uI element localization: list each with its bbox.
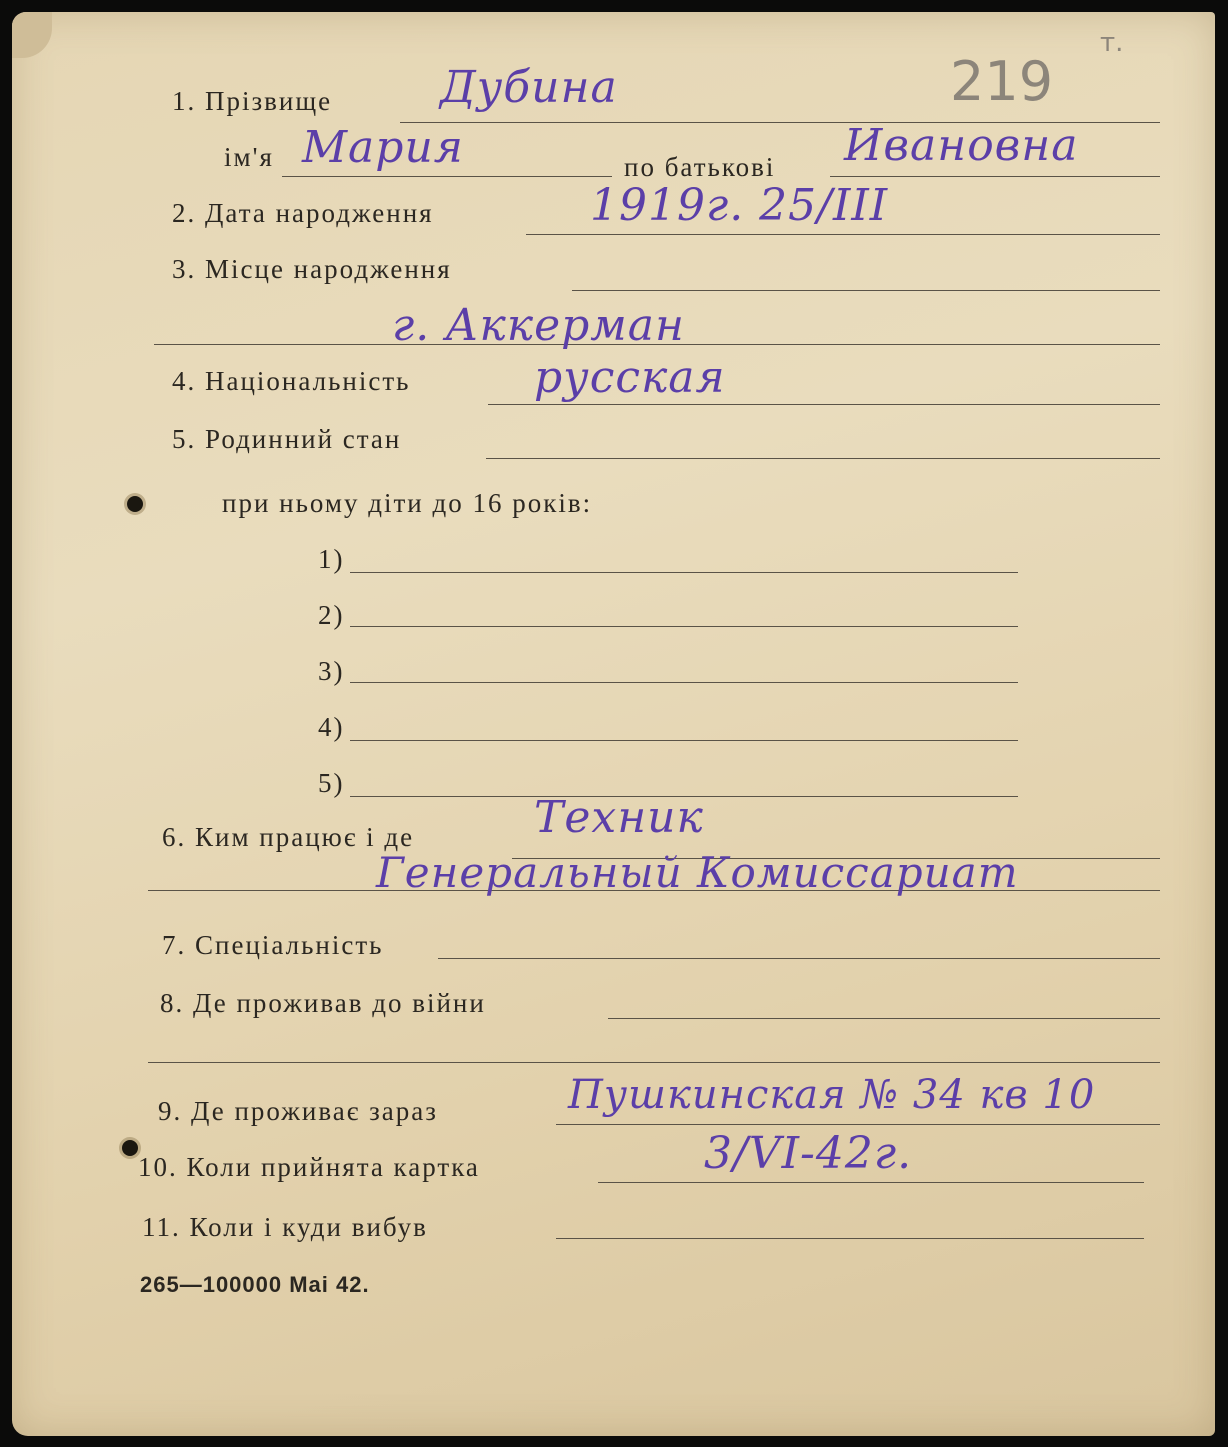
birthdate-label: 2. Дата народження [172,198,434,228]
departure-label: 11. Коли і куди вибув [142,1212,428,1242]
archive-suffix: т. [1100,28,1124,58]
card-date-label: 10. Коли прийнята картка [138,1152,480,1182]
prewar-label: 8. Де проживав до війни [160,988,486,1018]
surname-value: Дубина [440,62,618,113]
birthplace-value: г. Аккерман [392,300,685,351]
birthdate-value: 1919г. 25/III [590,180,889,231]
current-address-value: Пушкинская № 34 кв 10 [568,1072,1096,1118]
work-value-2: Генеральный Комиссариат [376,848,1019,897]
birthplace-label: 3. Місце народження [172,254,452,284]
children-label: при ньому діти до 16 років: [222,488,593,518]
birthplace-line [572,290,1160,291]
patronymic-value: Ивановна [844,120,1079,171]
nationality-value: русская [534,352,726,403]
card-date-line [598,1182,1144,1183]
marital-label: 5. Родинний стан [172,424,402,454]
print-run-footer: 265—100000 Mai 42. [140,1272,370,1297]
child-item-1: 1) [318,544,345,574]
child-item-3: 3) [318,656,345,686]
child-line-4 [350,740,1018,741]
prewar-line [608,1018,1160,1019]
child-line-3 [350,682,1018,683]
specialty-line [438,958,1160,959]
punch-hole-bottom [122,1140,138,1156]
patronymic-line [830,176,1160,177]
punch-hole-top [127,496,143,512]
surname-label: 1. Прізвище [172,86,333,116]
child-item-4: 4) [318,712,345,742]
departure-line [556,1238,1144,1239]
nationality-label: 4. Національність [172,366,411,396]
card-date-value: 3/VI-42г. [704,1128,913,1179]
current-address-label: 9. Де проживає зараз [158,1096,438,1126]
name-value: Мария [302,122,464,173]
current-address-line [556,1124,1160,1125]
work-value-1: Техник [534,792,704,843]
registration-card [12,12,1215,1436]
child-item-5: 5) [318,768,345,798]
child-line-2 [350,626,1018,627]
work-label: 6. Ким працює і де [162,822,415,852]
prewar-line-2 [148,1062,1160,1063]
archive-number: 219 [950,50,1054,113]
name-line [282,176,612,177]
specialty-label: 7. Спеціальність [162,930,384,960]
child-item-2: 2) [318,600,345,630]
child-line-1 [350,572,1018,573]
name-label: ім'я [224,142,274,172]
patronymic-label: по батькові [624,152,776,182]
folded-corner [12,12,52,58]
birthdate-line [526,234,1160,235]
nationality-line [488,404,1160,405]
marital-line [486,458,1160,459]
